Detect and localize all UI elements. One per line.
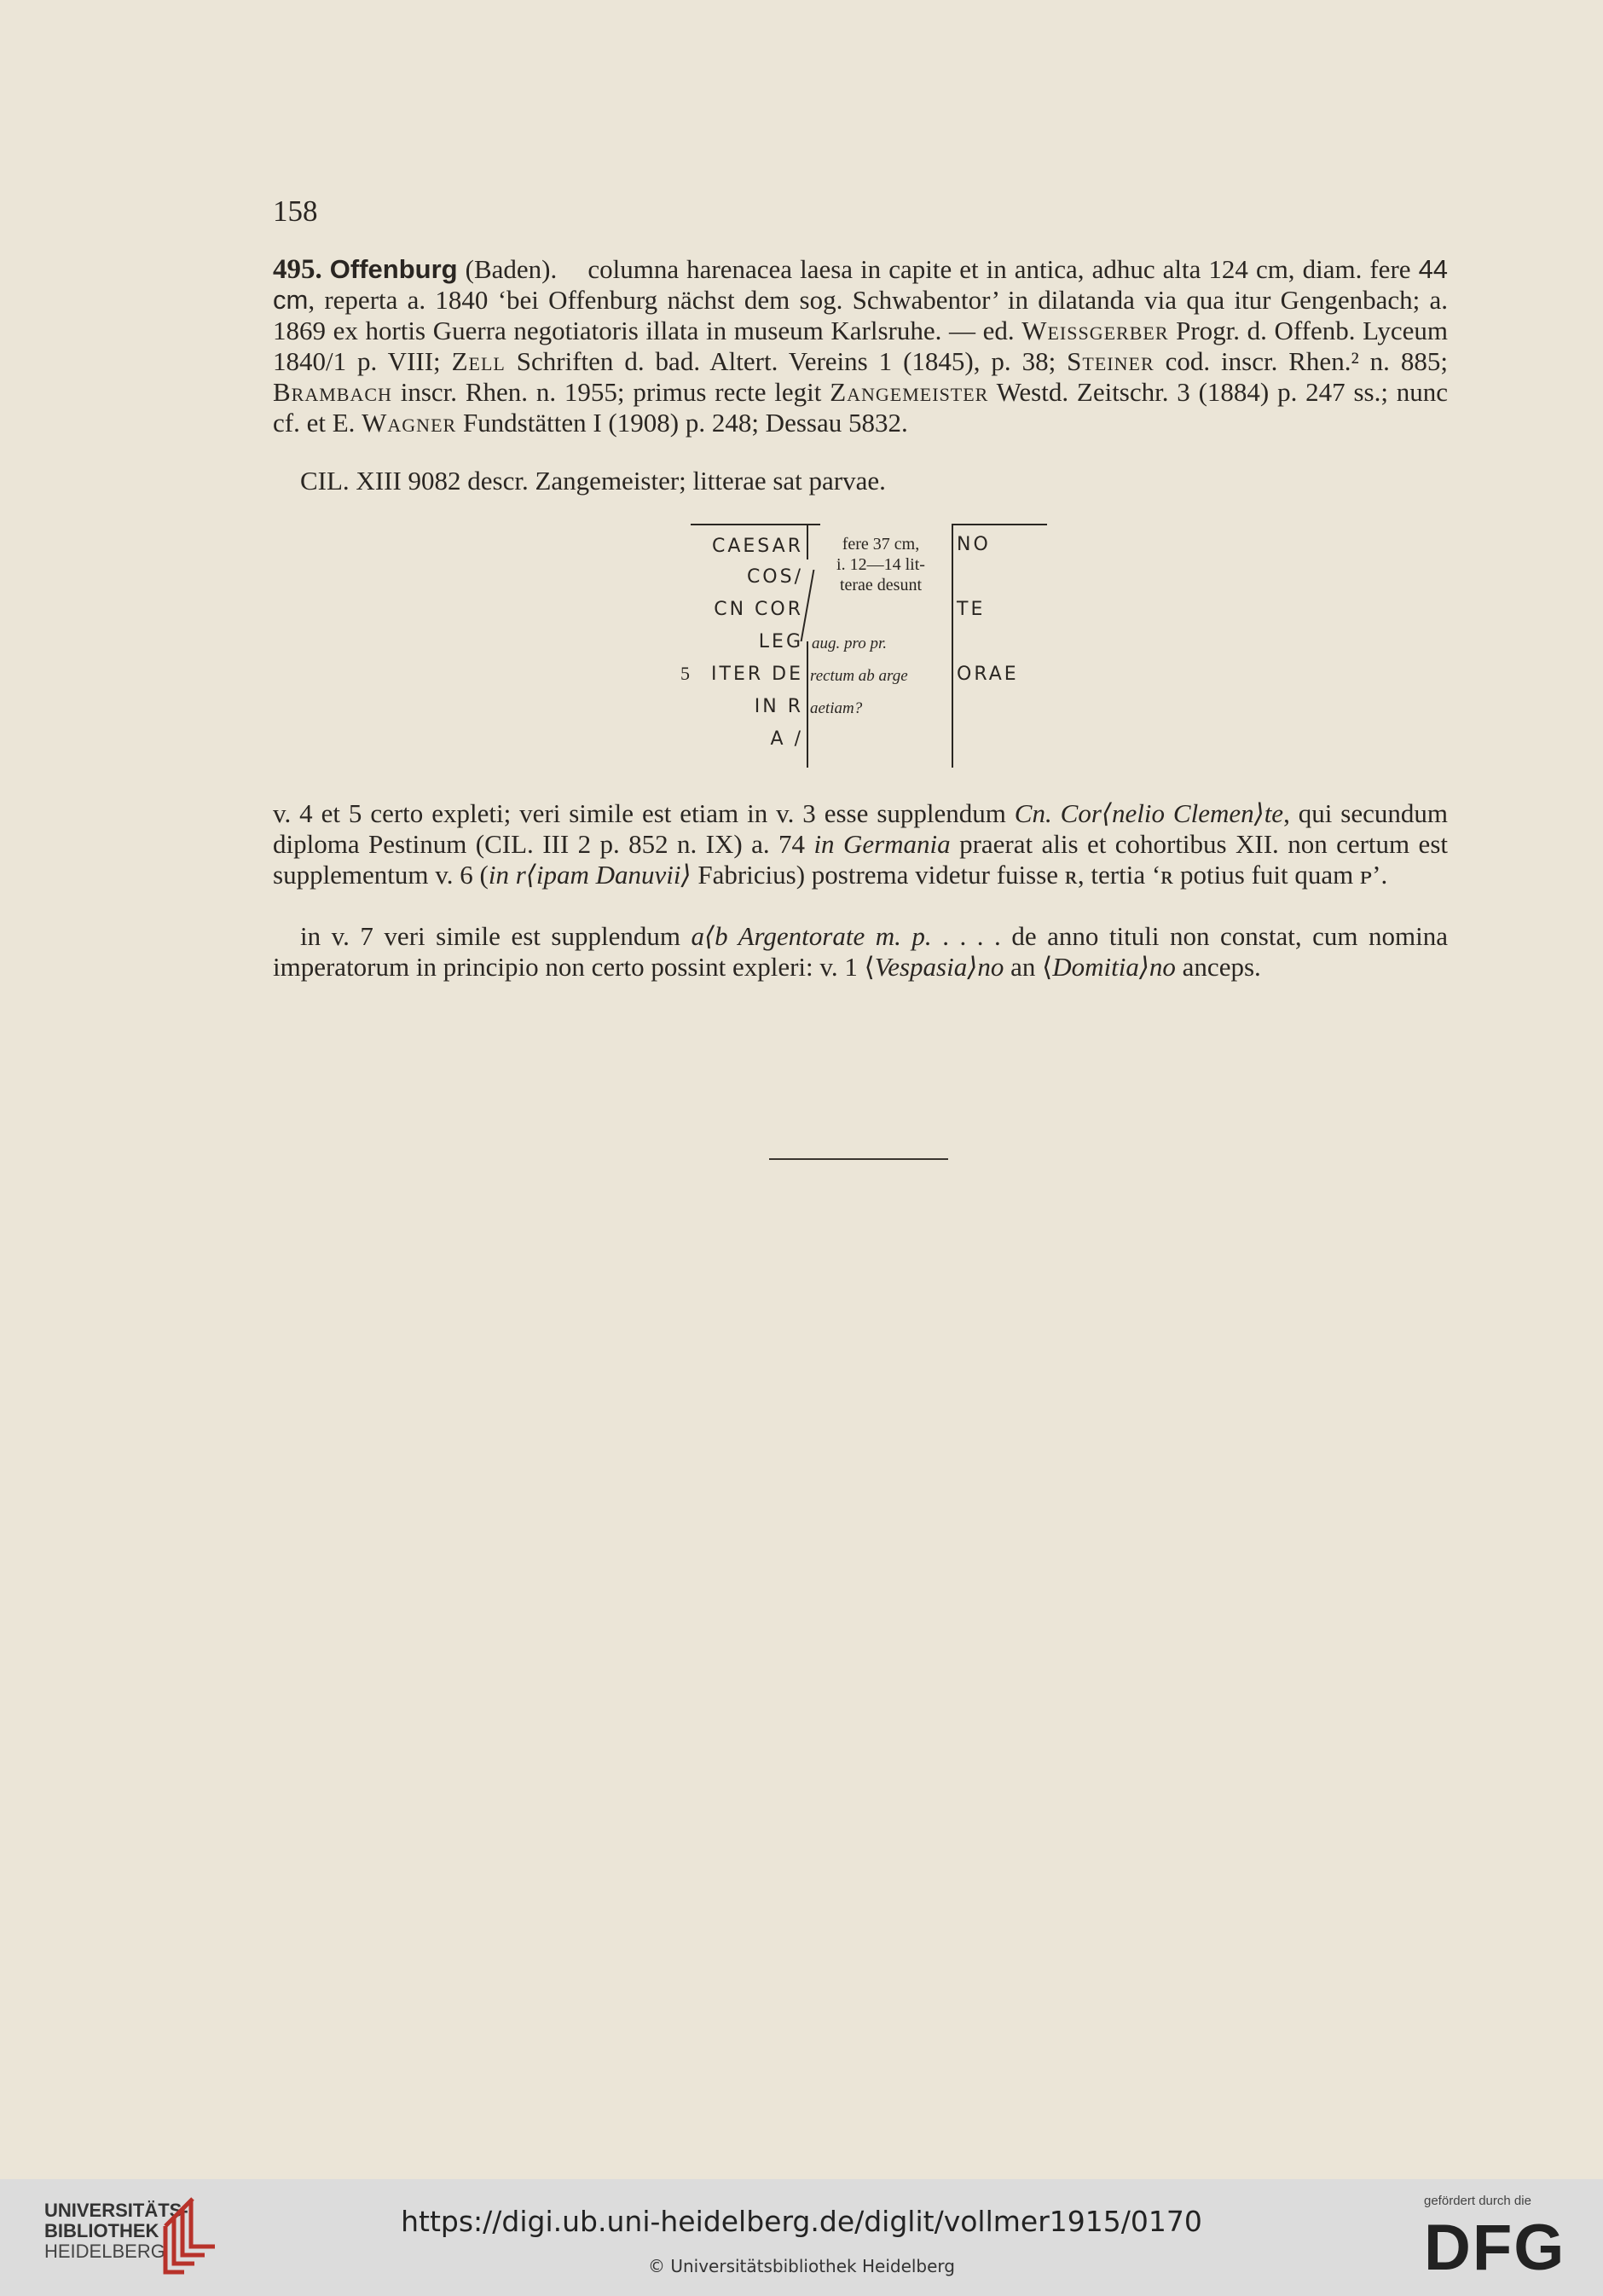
left-break-edge (807, 641, 808, 768)
inscription-line: COS/ (746, 566, 803, 588)
inscription-line: CAESAR (711, 536, 803, 557)
author-zangemeister: Zangemeister (830, 377, 989, 407)
commentary-text: anceps. (1175, 952, 1261, 982)
commentary-paragraph-1 (273, 798, 1448, 890)
commentary-italic: Vespasia⟩no (874, 952, 1004, 982)
entry-number: 495. (273, 254, 322, 285)
commentary-text: Fabricius) postrema videtur fuisse ʀ, tertia ‘ʀ potius fuit quam ᴘ’. (691, 860, 1388, 890)
commentary-italic: Cn. Cor⟨nelio Clemen⟩te (1014, 798, 1284, 828)
supplement-text: rectum ab arge (810, 667, 908, 685)
top-rule-left (691, 524, 820, 525)
commentary-italic: Domitia⟩no (1052, 952, 1176, 982)
inscription-diagram (674, 519, 1049, 774)
lacuna-note-line: i. 12—14 lit- (836, 555, 925, 574)
commentary-text: . . . . de anno tituli non constat, cum nomina imperatorum in principio non certo possint expleri: v. 1 ⟨ (273, 921, 1448, 982)
dfg-logo: DFG (1424, 2212, 1566, 2284)
line-number: 5 (680, 663, 690, 684)
entry-text: cod. inscr. Rhen.² n. 885; (1154, 346, 1448, 376)
commentary-text: , qui secundum diploma Pestinum (CIL. III 2 p. 852 n. IX) a. 74 (273, 798, 1448, 859)
lacuna-note-line: terae desunt (839, 576, 923, 594)
commentary-paragraph-2 (273, 921, 1448, 983)
entry-place: Offenburg (329, 254, 458, 284)
commentary-italic: a⟨b Argentorate m. p. (691, 921, 932, 951)
right-break-edge (952, 524, 953, 768)
entry-text: Progr. d. Offenb. Lyceum 1840/1 p. VIII; (273, 316, 1448, 376)
lacuna-note-line: fere 37 cm, (842, 535, 920, 554)
inscription-right-line: NO (957, 534, 991, 555)
inscription-line: A / (770, 728, 803, 750)
entry-text: , reperta a. 1840 ‘bei Offenburg nächst dem sog. Schwabentor’ in dilatanda via qua itur Gengenbach; a. 1869 ex hortis Guerra negotiatoris illata in museum Karlsruhe. — ed. (273, 285, 1448, 345)
entry-text: columna harenacea laesa in capite et in antica, adhuc alta 124 cm, diam. fere (587, 254, 1419, 284)
top-rule-right (953, 524, 1047, 525)
library-name-line: UNIVERSITÄTS- (44, 2200, 188, 2221)
left-break-edge (807, 524, 808, 560)
entry-text: inscr. Rhen. n. 1955; primus recte legit (391, 377, 830, 407)
copyright-notice: © Universitätsbibliothek Heidelberg (647, 2256, 955, 2276)
entry-region: (Baden). (465, 254, 558, 284)
library-name-line: BIBLIOTHEK (44, 2220, 159, 2241)
entry-paragraph (273, 254, 1448, 438)
entry-text: Westd. Zeitschr. 3 (1884) p. 247 ss.; nunc cf. et E. (273, 377, 1448, 438)
funder-note: gefördert durch die (1424, 2194, 1531, 2208)
commentary-text: praerat alis et cohortibus XII. non certum est supplementum v. 6 ( (273, 829, 1448, 890)
inscription-line: IN R (754, 696, 803, 717)
permalink-url[interactable]: https://digi.ub.uni-heidelberg.de/diglit/vollmer1915/0170 (401, 2205, 1202, 2238)
entry-text: Fundstätten I (1908) p. 248; Dessau 5832. (456, 408, 908, 438)
inscription-line: LEG (758, 631, 803, 652)
author-weissgerber: Weissgerber (1021, 316, 1169, 345)
page-number: 158 (273, 194, 318, 228)
cil-line: CIL. XIII 9082 descr. Zangemeister; litterae sat parvae. (300, 466, 886, 496)
author-steiner: Steiner (1067, 346, 1155, 376)
lacuna-note (817, 534, 945, 595)
commentary-text: an ⟨ (1004, 952, 1053, 982)
commentary-text: v. 4 et 5 certo expleti; veri simile est etiam in v. 3 esse supplendum (273, 798, 1015, 828)
entry-text: Schriften d. bad. Altert. Vereins 1 (1845), p. 38; (505, 346, 1068, 376)
commentary-italic: in r⟨ipam Danuvii⟩ (488, 860, 692, 890)
inscription-line: CN COR (714, 599, 803, 620)
supplement-text: aug. pro pr. (812, 635, 887, 652)
section-divider (769, 1158, 948, 1160)
inscription-right-line: ORAE (957, 664, 1019, 685)
inscription-line: ITER DE (711, 664, 803, 685)
author-wagner: Wagner (362, 408, 457, 438)
commentary-text: in v. 7 veri simile est supplendum (300, 921, 692, 951)
entry-diam: 44 cm (273, 254, 1449, 315)
inscription-right-line: TE (957, 599, 986, 620)
author-brambach: Brambach (273, 377, 392, 407)
author-zell: Zell (451, 346, 506, 376)
commentary-italic: in Germania (813, 829, 951, 859)
library-name-line: HEIDELBERG (44, 2241, 165, 2262)
supplement-text: aetiam? (810, 699, 863, 717)
